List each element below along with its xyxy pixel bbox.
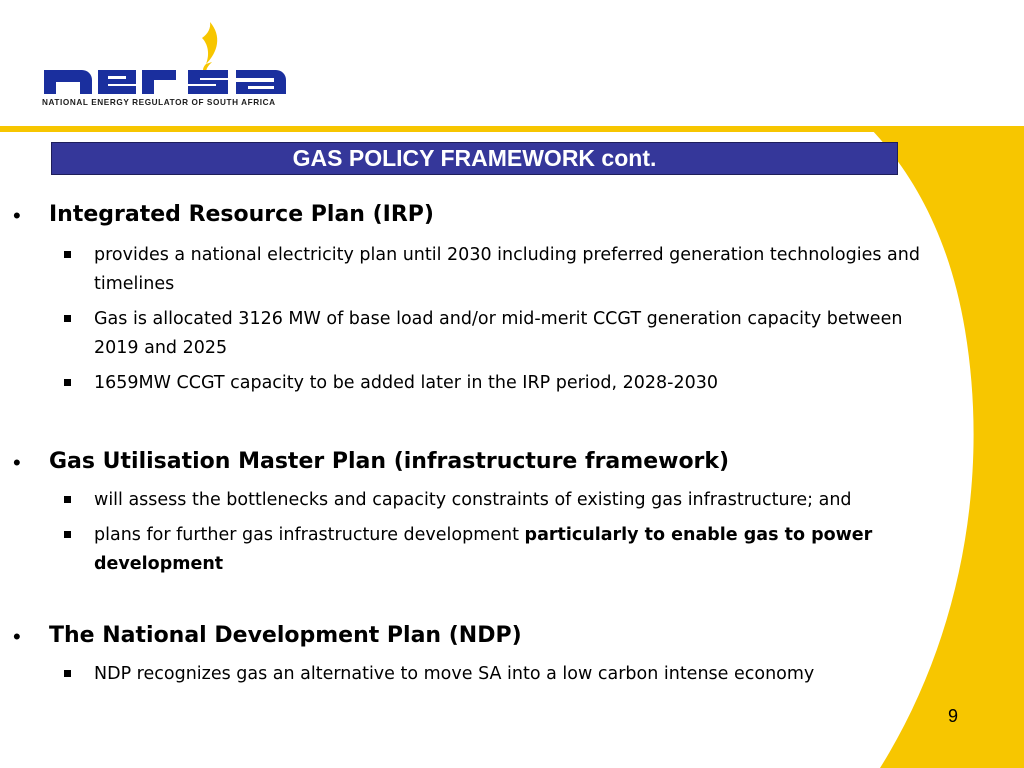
list-item: provides a national electricity plan until 2030 including preferred generation technologies and timelines xyxy=(94,245,920,294)
list-item: Gas is allocated 3126 MW of base load and/or mid-merit CCGT generation capacity between 2019 and 2025 xyxy=(94,309,903,358)
list-item: NDP recognizes gas an alternative to move SA into a low carbon intense economy xyxy=(94,664,815,684)
square-bullet-icon xyxy=(64,496,71,503)
square-bullet-icon xyxy=(64,531,71,538)
page-number: 9 xyxy=(948,706,959,726)
square-bullet-icon xyxy=(64,379,71,386)
list-item: 1659MW CCGT capacity to be added later in the IRP period, 2028-2030 xyxy=(94,373,718,393)
square-bullet-icon xyxy=(64,670,71,677)
section-heading-irp: Integrated Resource Plan (IRP) xyxy=(49,202,434,227)
list-item: will assess the bottlenecks and capacity constraints of existing gas infrastructure; and xyxy=(94,490,852,510)
list-item-emphasis: particularly to enable gas to power development xyxy=(94,525,873,574)
logo-tagline: NATIONAL ENERGY REGULATOR OF SOUTH AFRICA xyxy=(42,98,276,107)
square-bullet-icon xyxy=(64,315,71,322)
list-item-text: plans for further gas infrastructure development xyxy=(94,525,525,545)
section-bullet-icon: • xyxy=(13,203,21,228)
list-item xyxy=(94,521,944,579)
square-bullet-icon xyxy=(64,251,71,258)
section-bullet-icon: • xyxy=(13,450,21,475)
slide-title: GAS POLICY FRAMEWORK cont. xyxy=(51,142,898,175)
section-heading-ndp: The National Development Plan (NDP) xyxy=(49,623,522,648)
section-bullet-icon: • xyxy=(13,624,21,649)
section-heading-gas-utilisation: Gas Utilisation Master Plan (infrastructure framework) xyxy=(49,449,730,474)
